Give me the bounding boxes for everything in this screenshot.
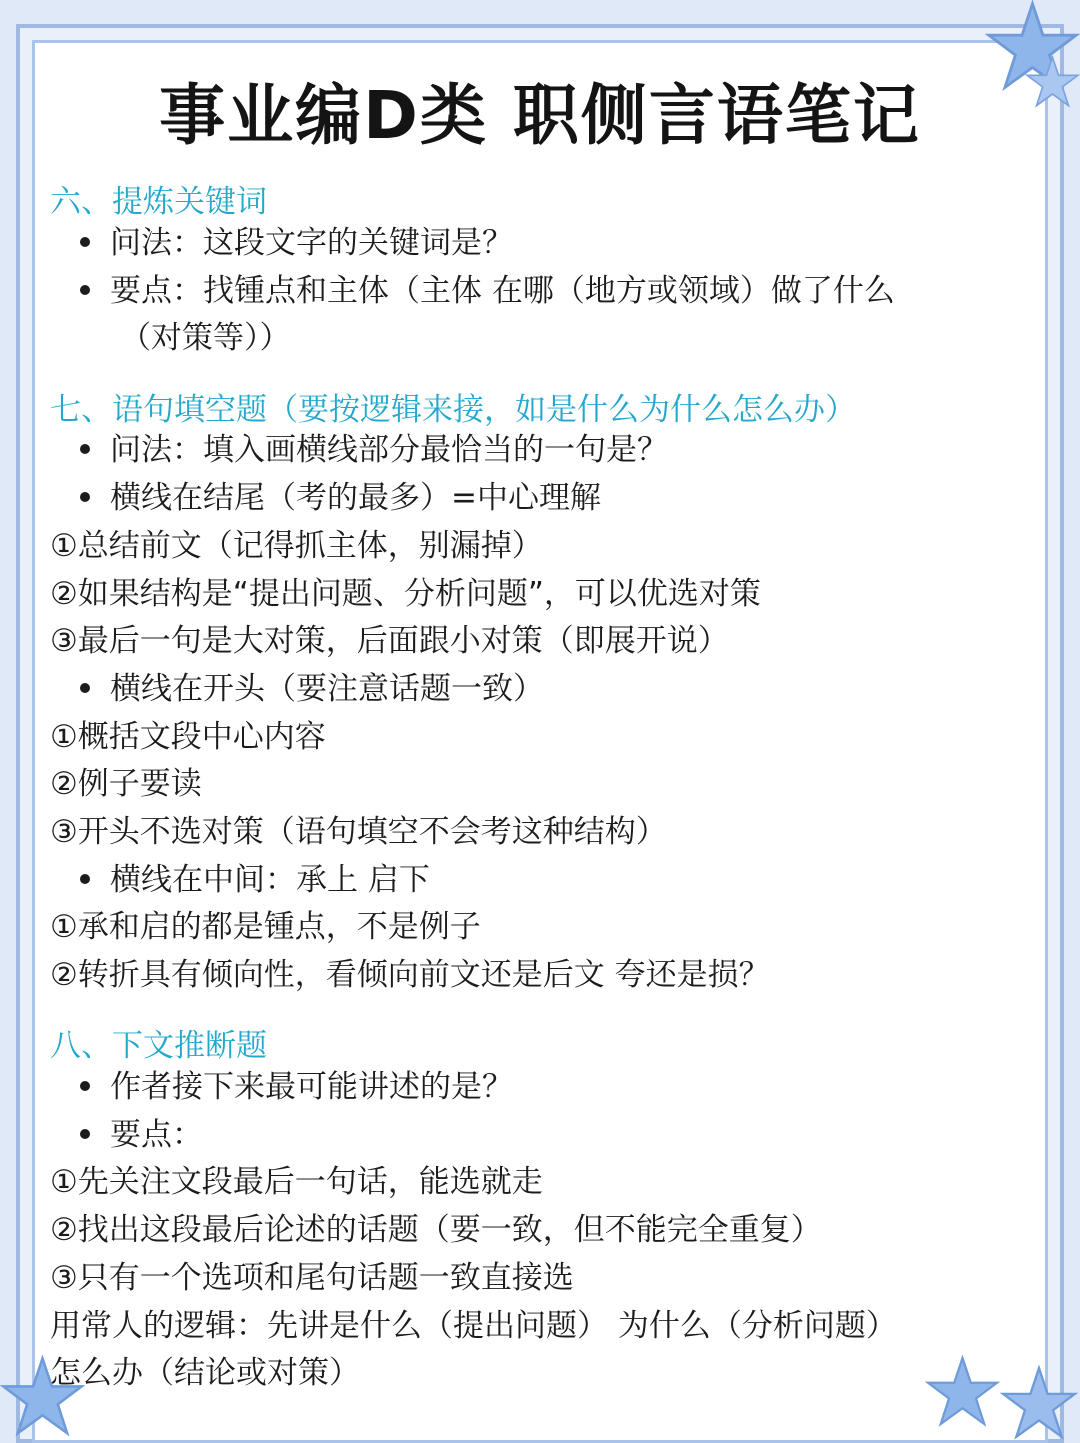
- numbered-item: ①先关注文段最后一句话，能选就走: [50, 1164, 543, 1200]
- bullet-item: 要点：找锺点和主体（主体 在哪（地方或领域）做了什么: [80, 272, 895, 310]
- numbered-item: ②如果结构是“提出问题、分析问题”，可以优选对策: [50, 576, 761, 612]
- numbered-item: ①概括文段中心内容: [50, 719, 326, 755]
- bullet-dot-icon: [80, 285, 90, 295]
- bullet-item: 横线在开头（要注意话题一致）: [80, 670, 544, 708]
- bullet-continuation: （对策等））: [120, 320, 291, 356]
- bullet-item: 问法：这段文字的关键词是？: [80, 224, 513, 262]
- numbered-item: ③只有一个选项和尾句话题一致直接选: [50, 1260, 574, 1296]
- bullet-item: 要点：: [80, 1116, 203, 1154]
- section-heading-8: 八、下文推断题: [50, 1028, 267, 1064]
- summary-line: 用常人的逻辑：先讲是什么（提出问题） 为什么（分析问题）: [50, 1308, 897, 1344]
- bullet-dot-icon: [80, 1129, 90, 1139]
- page-title: 事业编D类 职侧言语笔记: [159, 77, 921, 154]
- bullet-dot-icon: [80, 874, 90, 884]
- section-heading-7: 七、语句填空题（要按逻辑来接，如是什么为什么怎么办）: [50, 392, 856, 428]
- bullet-dot-icon: [80, 683, 90, 693]
- summary-line: 怎么办（结论或对策）: [50, 1355, 360, 1391]
- bullet-item: 作者接下来最可能讲述的是？: [80, 1068, 513, 1106]
- numbered-item: ②找出这段最后论述的话题（要一致，但不能完全重复）: [50, 1212, 822, 1248]
- numbered-item: ②例子要读: [50, 766, 202, 802]
- bullet-item: 横线在中间：承上 启下: [80, 861, 430, 899]
- section-heading-6: 六、提炼关键词: [50, 184, 267, 220]
- bullet-item: 问法：填入画横线部分最恰当的一句是？: [80, 431, 668, 469]
- bullet-dot-icon: [80, 492, 90, 502]
- numbered-item: ①总结前文（记得抓主体，别漏掉）: [50, 528, 543, 564]
- bullet-dot-icon: [80, 1081, 90, 1091]
- numbered-item: ②转折具有倾向性，看倾向前文还是后文 夸还是损？: [50, 957, 770, 993]
- bullet-dot-icon: [80, 444, 90, 454]
- numbered-item: ①承和启的都是锺点，不是例子: [50, 909, 481, 945]
- numbered-item: ③开头不选对策（语句填空不会考这种结构）: [50, 814, 667, 850]
- bullet-item: 横线在结尾（考的最多）=中心理解: [80, 479, 601, 517]
- bullet-dot-icon: [80, 237, 90, 247]
- numbered-item: ③最后一句是大对策，后面跟小对策（即展开说）: [50, 623, 729, 659]
